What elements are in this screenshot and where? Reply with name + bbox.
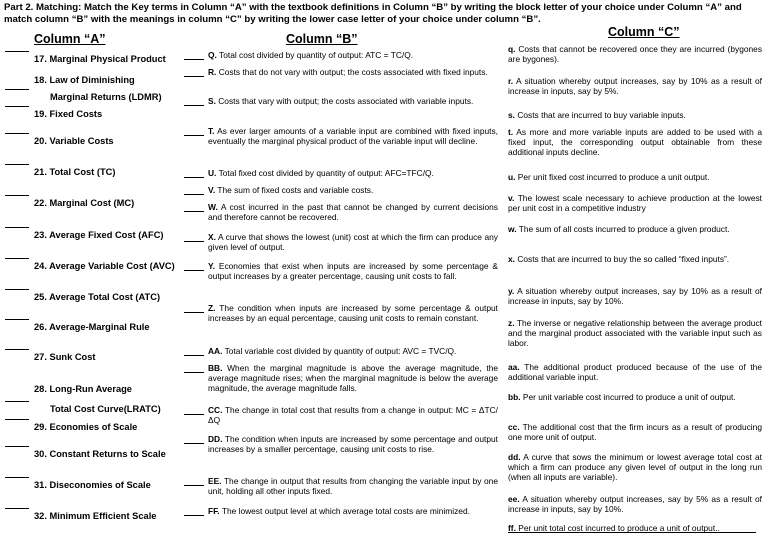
definition-letter: U.	[208, 168, 217, 178]
term-label: 32. Minimum Efficient Scale	[34, 511, 157, 521]
answer-blank[interactable]	[184, 59, 204, 60]
definition-letter: Q.	[208, 50, 217, 60]
instructions: Part 2. Matching: Match the Key terms in Column “A” with the textbook definitions in Column “B” by writing the block letter of your choice under Column “A” and match column “B” with the meanings in column “C” by writing the lower case letter of your choice under column “B”.	[4, 2, 742, 25]
answer-blank[interactable]	[5, 258, 29, 259]
meaning-letter: t.	[508, 127, 514, 137]
meaning-letter: ff.	[508, 523, 516, 533]
definition-text: The change in output that results from changing the variable input by one unit, holding all other inputs fixed.	[208, 476, 498, 497]
meaning-letter: v.	[508, 193, 515, 203]
meaning-item	[508, 76, 762, 96]
definition-item	[184, 363, 498, 394]
term-label: 23. Average Fixed Cost (AFC)	[34, 230, 164, 240]
answer-blank[interactable]	[5, 477, 29, 478]
meaning-item	[508, 127, 762, 158]
meaning-letter: cc.	[508, 422, 520, 432]
term-label: Total Cost Curve(LRATC)	[50, 404, 161, 414]
column-a-header: Column “A”	[34, 32, 106, 46]
answer-blank[interactable]	[184, 355, 204, 356]
definition-letter: Y.	[208, 261, 215, 271]
definition-item	[184, 96, 498, 106]
definition-item	[184, 506, 498, 516]
answer-blank[interactable]	[184, 443, 204, 444]
definition-text: Costs that vary with output; the costs associated with variable inputs.	[218, 96, 474, 106]
answer-blank[interactable]	[184, 414, 204, 415]
column-c-header: Column “C”	[608, 25, 680, 39]
definition-text: Total variable cost divided by quantity of output: AVC = TVC/Q.	[224, 346, 457, 356]
definition-item	[184, 405, 498, 425]
answer-blank[interactable]	[5, 164, 29, 165]
definition-letter: X.	[208, 232, 216, 242]
definition-item	[184, 185, 498, 195]
definition-letter: R.	[208, 67, 217, 77]
meaning-item	[508, 318, 762, 349]
definition-text: When the marginal magnitude is above the average magnitude, the average magnitude rises; when the marginal magnitude is below the average magnitude, the average magnitude falls.	[208, 363, 499, 394]
term-label: 18. Law of Diminishing	[34, 75, 135, 85]
meaning-letter: y.	[508, 286, 515, 296]
definition-item	[184, 303, 498, 323]
answer-blank[interactable]	[5, 401, 29, 402]
definition-text: The sum of fixed costs and variable costs.	[217, 185, 374, 195]
definition-item	[184, 202, 498, 222]
definition-letter: S.	[208, 96, 216, 106]
answer-blank[interactable]	[5, 133, 29, 134]
definition-letter: EE.	[208, 476, 222, 486]
definition-item	[184, 232, 498, 252]
term-label: 26. Average-Marginal Rule	[34, 322, 150, 332]
answer-blank[interactable]	[184, 485, 204, 486]
definition-item	[184, 434, 498, 454]
definition-text: A cost incurred in the past that cannot be changed by current decisions and therefore cannot be recovered.	[208, 202, 498, 223]
answer-blank[interactable]	[184, 372, 204, 373]
meaning-text: As more and more variable inputs are added to be used with a fixed input, the corresponding output obtainable from these additional inputs decline.	[508, 127, 762, 158]
term-label: 31. Diseconomies of Scale	[34, 480, 151, 490]
answer-blank[interactable]	[184, 135, 204, 136]
meaning-text: A curve that sows the minimum or lowest average total cost at which a firm can produce any given level of output in the long run (when all inputs are variable).	[508, 452, 763, 483]
meaning-item	[508, 362, 762, 382]
meaning-text: A situation whereby output increases, say by 10% as a result of increase in inputs, say by 10%.	[508, 286, 762, 307]
meaning-letter: bb.	[508, 392, 521, 402]
answer-blank[interactable]	[184, 76, 204, 77]
meaning-item	[508, 254, 762, 264]
term-label: 17. Marginal Physical Product	[34, 54, 166, 64]
meaning-text: Costs that are incurred to buy variable inputs.	[517, 110, 686, 120]
definition-text: Economies that exist when inputs are increased by some percentage & output increases by a greater percentage, causing unit costs to fall.	[208, 261, 498, 282]
answer-blank[interactable]	[5, 349, 29, 350]
definition-letter: W.	[208, 202, 218, 212]
answer-blank[interactable]	[5, 89, 29, 90]
answer-blank[interactable]	[184, 105, 204, 106]
definition-letter: CC.	[208, 405, 223, 415]
answer-blank[interactable]	[5, 319, 29, 320]
definition-text: A curve that shows the lowest (unit) cost at which the firm can produce any given level of output.	[208, 232, 498, 253]
meaning-text: The sum of all costs incurred to produce a given product.	[518, 224, 730, 234]
answer-blank[interactable]	[5, 508, 29, 509]
answer-blank[interactable]	[184, 270, 204, 271]
answer-blank[interactable]	[184, 515, 204, 516]
answer-blank[interactable]	[184, 194, 204, 195]
meaning-item	[508, 44, 762, 64]
meaning-text: A situation whereby output increases, say by 5% as a result of increase in inputs, say by 10%.	[508, 494, 762, 515]
answer-blank[interactable]	[5, 446, 29, 447]
answer-blank[interactable]	[184, 177, 204, 178]
meaning-letter: w.	[508, 224, 517, 234]
meaning-text: Per unit total cost incurred to produce a unit of output..	[518, 523, 720, 533]
meaning-item	[508, 110, 762, 120]
meaning-item	[508, 172, 762, 182]
answer-blank[interactable]	[184, 241, 204, 242]
meaning-text: The lowest scale necessary to achieve production at the lowest per unit cost in a competitive industry	[508, 193, 762, 214]
definition-text: The lowest output level at which average total costs are minimized.	[221, 506, 470, 516]
meaning-letter: z.	[508, 318, 515, 328]
meaning-letter: s.	[508, 110, 515, 120]
definition-letter: DD.	[208, 434, 223, 444]
definition-item	[184, 168, 498, 178]
definition-item	[184, 50, 498, 60]
definition-item	[184, 67, 498, 77]
definition-text: The condition when inputs are increased by some percentage & output increases by an equal percentage, causing unit costs to remain constant.	[208, 303, 498, 324]
definition-letter: FF.	[208, 506, 220, 516]
definition-letter: Z.	[208, 303, 216, 313]
meaning-text: The additional product produced because of the use of the additional variable input.	[508, 362, 762, 383]
term-label: 24. Average Variable Cost (AVC)	[34, 261, 175, 271]
meaning-item	[508, 392, 762, 402]
definition-text: Total cost divided by quantity of output: ATC = TC/Q.	[219, 50, 414, 60]
meaning-item	[508, 422, 762, 442]
meaning-text: Costs that cannot be recovered once they are incurred (bygones are bygones).	[508, 44, 763, 65]
answer-blank[interactable]	[5, 289, 29, 290]
term-label: 20. Variable Costs	[34, 136, 114, 146]
meaning-text: The additional cost that the firm incurs as a result of producing one more unit of output.	[508, 422, 762, 443]
term-label: 27. Sunk Cost	[34, 352, 96, 362]
definition-letter: AA.	[208, 346, 223, 356]
term-label: 29. Economies of Scale	[34, 422, 138, 432]
meaning-text: The inverse or negative relationship between the average product and the marginal product associated with the variable input such as labor.	[508, 318, 762, 349]
column-b-header: Column “B”	[286, 32, 358, 46]
definition-text: As ever larger amounts of a variable input are combined with fixed inputs, eventually the marginal physical product of the variable input will decline.	[208, 126, 498, 147]
meaning-text: Per unit variable cost incurred to produce a unit of output.	[522, 392, 736, 402]
meaning-letter: aa.	[508, 362, 520, 372]
answer-blank[interactable]	[5, 106, 29, 107]
definition-item	[184, 476, 498, 496]
term-label: 30. Constant Returns to Scale	[34, 449, 166, 459]
meaning-item	[508, 494, 762, 514]
term-label: 25. Average Total Cost (ATC)	[34, 292, 161, 302]
term-label: 21. Total Cost (TC)	[34, 167, 116, 177]
meaning-letter: q.	[508, 44, 516, 54]
definition-letter: V.	[208, 185, 216, 195]
definition-text: The condition when inputs are increased by some percentage and output increases by a smaller percentage, causing unit costs to rise.	[208, 434, 498, 455]
definition-item	[184, 346, 498, 356]
answer-blank[interactable]	[5, 227, 29, 228]
definition-letter: BB.	[208, 363, 223, 373]
meaning-text: Per unit fixed cost incurred to produce a unit output.	[517, 172, 710, 182]
definition-text: Costs that do not vary with output; the costs associated with fixed inputs.	[218, 67, 488, 77]
answer-blank[interactable]	[5, 195, 29, 196]
definition-item	[184, 261, 498, 281]
meaning-text: Costs that are incurred to buy the so called “fixed inputs”.	[517, 254, 730, 264]
answer-blank[interactable]	[5, 419, 29, 420]
definition-letter: T.	[208, 126, 215, 136]
meaning-item	[508, 452, 762, 483]
meaning-letter: x.	[508, 254, 515, 264]
definition-item	[184, 126, 498, 146]
answer-blank[interactable]	[184, 211, 204, 212]
definition-text: The change in total cost that results from a change in output: MC = ΔTC/ΔQ	[208, 405, 498, 426]
answer-blank[interactable]	[5, 51, 29, 52]
meaning-letter: u.	[508, 172, 516, 182]
meaning-letter: r.	[508, 76, 514, 86]
term-label: 22. Marginal Cost (MC)	[34, 198, 135, 208]
term-label: 28. Long-Run Average	[34, 384, 132, 394]
bottom-rule	[508, 532, 756, 533]
term-label: Marginal Returns (LDMR)	[50, 92, 162, 102]
meaning-letter: dd.	[508, 452, 521, 462]
meaning-text: A situation whereby output increases, say by 10% as a result of increase in inputs, say by 5%.	[508, 76, 762, 97]
definition-text: Total fixed cost divided by quantity of output: AFC=TFC/Q.	[218, 168, 434, 178]
meaning-item	[508, 286, 762, 306]
meaning-item	[508, 193, 762, 213]
answer-blank[interactable]	[184, 312, 204, 313]
meaning-letter: ee.	[508, 494, 520, 504]
term-label: 19. Fixed Costs	[34, 109, 103, 119]
meaning-item	[508, 224, 762, 234]
